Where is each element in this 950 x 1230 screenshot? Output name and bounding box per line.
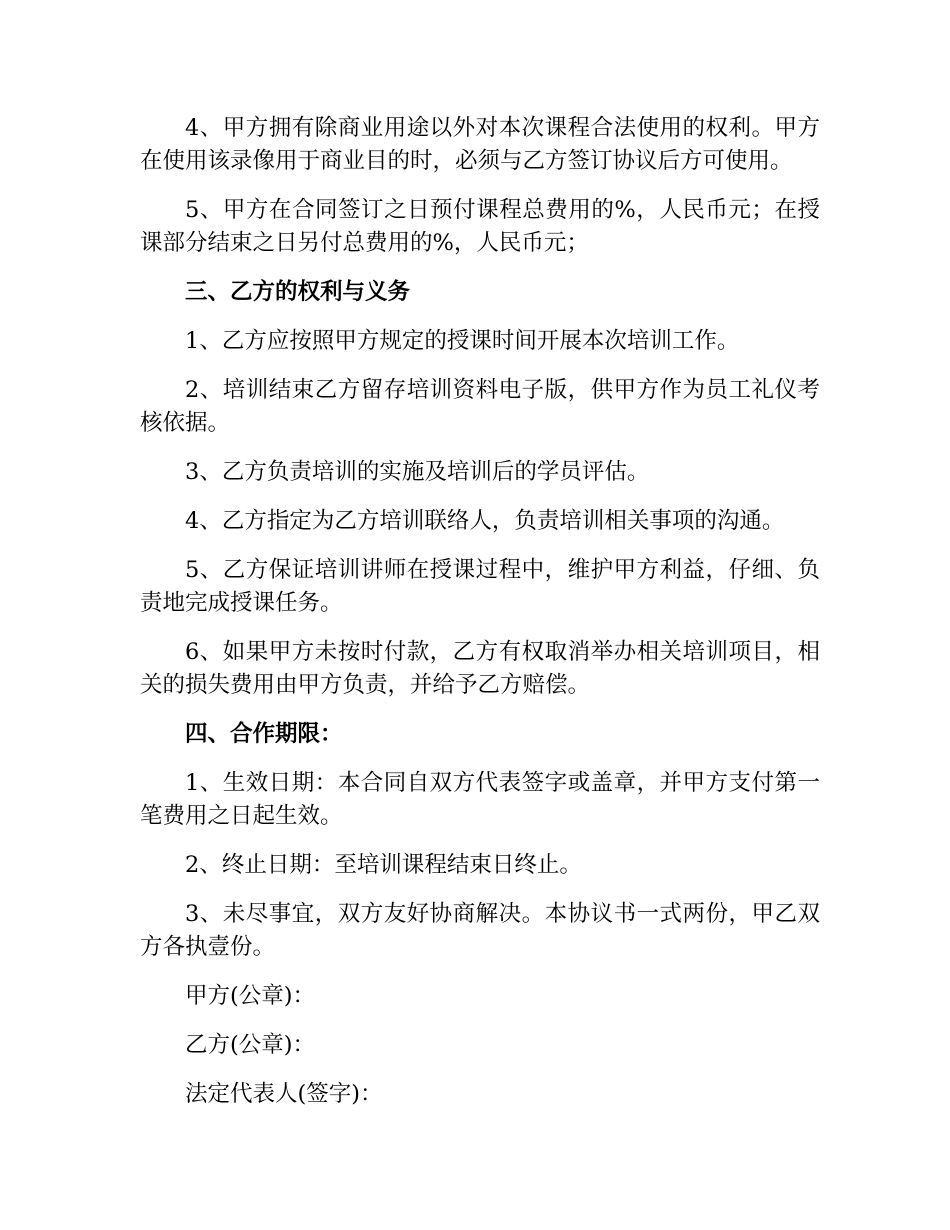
clause-paragraph: 4、乙方指定为乙方培训联络人，负责培训相关事项的沟通。: [185, 508, 785, 534]
document-body: [140, 112, 820, 1127]
party-b-seal-line: 乙方(公章)：: [185, 1032, 316, 1058]
section-heading: 四、合作期限：: [185, 721, 343, 747]
clause-paragraph: 3、乙方负责培训的实施及培训后的学员评估。: [185, 459, 650, 485]
clause-paragraph: 1、乙方应按照甲方规定的授课时间开展本次培训工作。: [185, 328, 740, 354]
clause-paragraph: 3、未尽事宜，双方友好协商解决。本协议书一式两份，甲乙双方各执壹份。: [140, 901, 820, 960]
legal-representative-signature-line: 法定代表人(签字)：: [185, 1081, 383, 1107]
clause-paragraph: 5、甲方在合同签订之日预付课程总费用的%，人民币元；在授课部分结束之日另付总费用的%，人民币元；: [140, 197, 820, 256]
clause-paragraph: 6、如果甲方未按时付款，乙方有权取消举办相关培训项目，相关的损失费用由甲方负责，并给予乙方赔偿。: [140, 639, 820, 698]
clause-paragraph: 5、乙方保证培训讲师在授课过程中，维护甲方利益，仔细、负责地完成授课任务。: [140, 557, 820, 616]
clause-paragraph: 2、终止日期：至培训课程结束日终止。: [185, 852, 582, 878]
clause-paragraph: 1、生效日期：本合同自双方代表签字或盖章，并甲方支付第一笔费用之日起生效。: [140, 770, 820, 829]
clause-paragraph: 2、培训结束乙方留存培训资料电子版，供甲方作为员工礼仪考核依据。: [140, 377, 820, 436]
party-a-seal-line: 甲方(公章)：: [185, 983, 316, 1009]
section-heading: 三、乙方的权利与义务: [185, 279, 411, 305]
clause-paragraph: 4、甲方拥有除商业用途以外对本次课程合法使用的权利。甲方在使用该录像用于商业目的时，必须与乙方签订协议后方可使用。: [140, 115, 820, 174]
